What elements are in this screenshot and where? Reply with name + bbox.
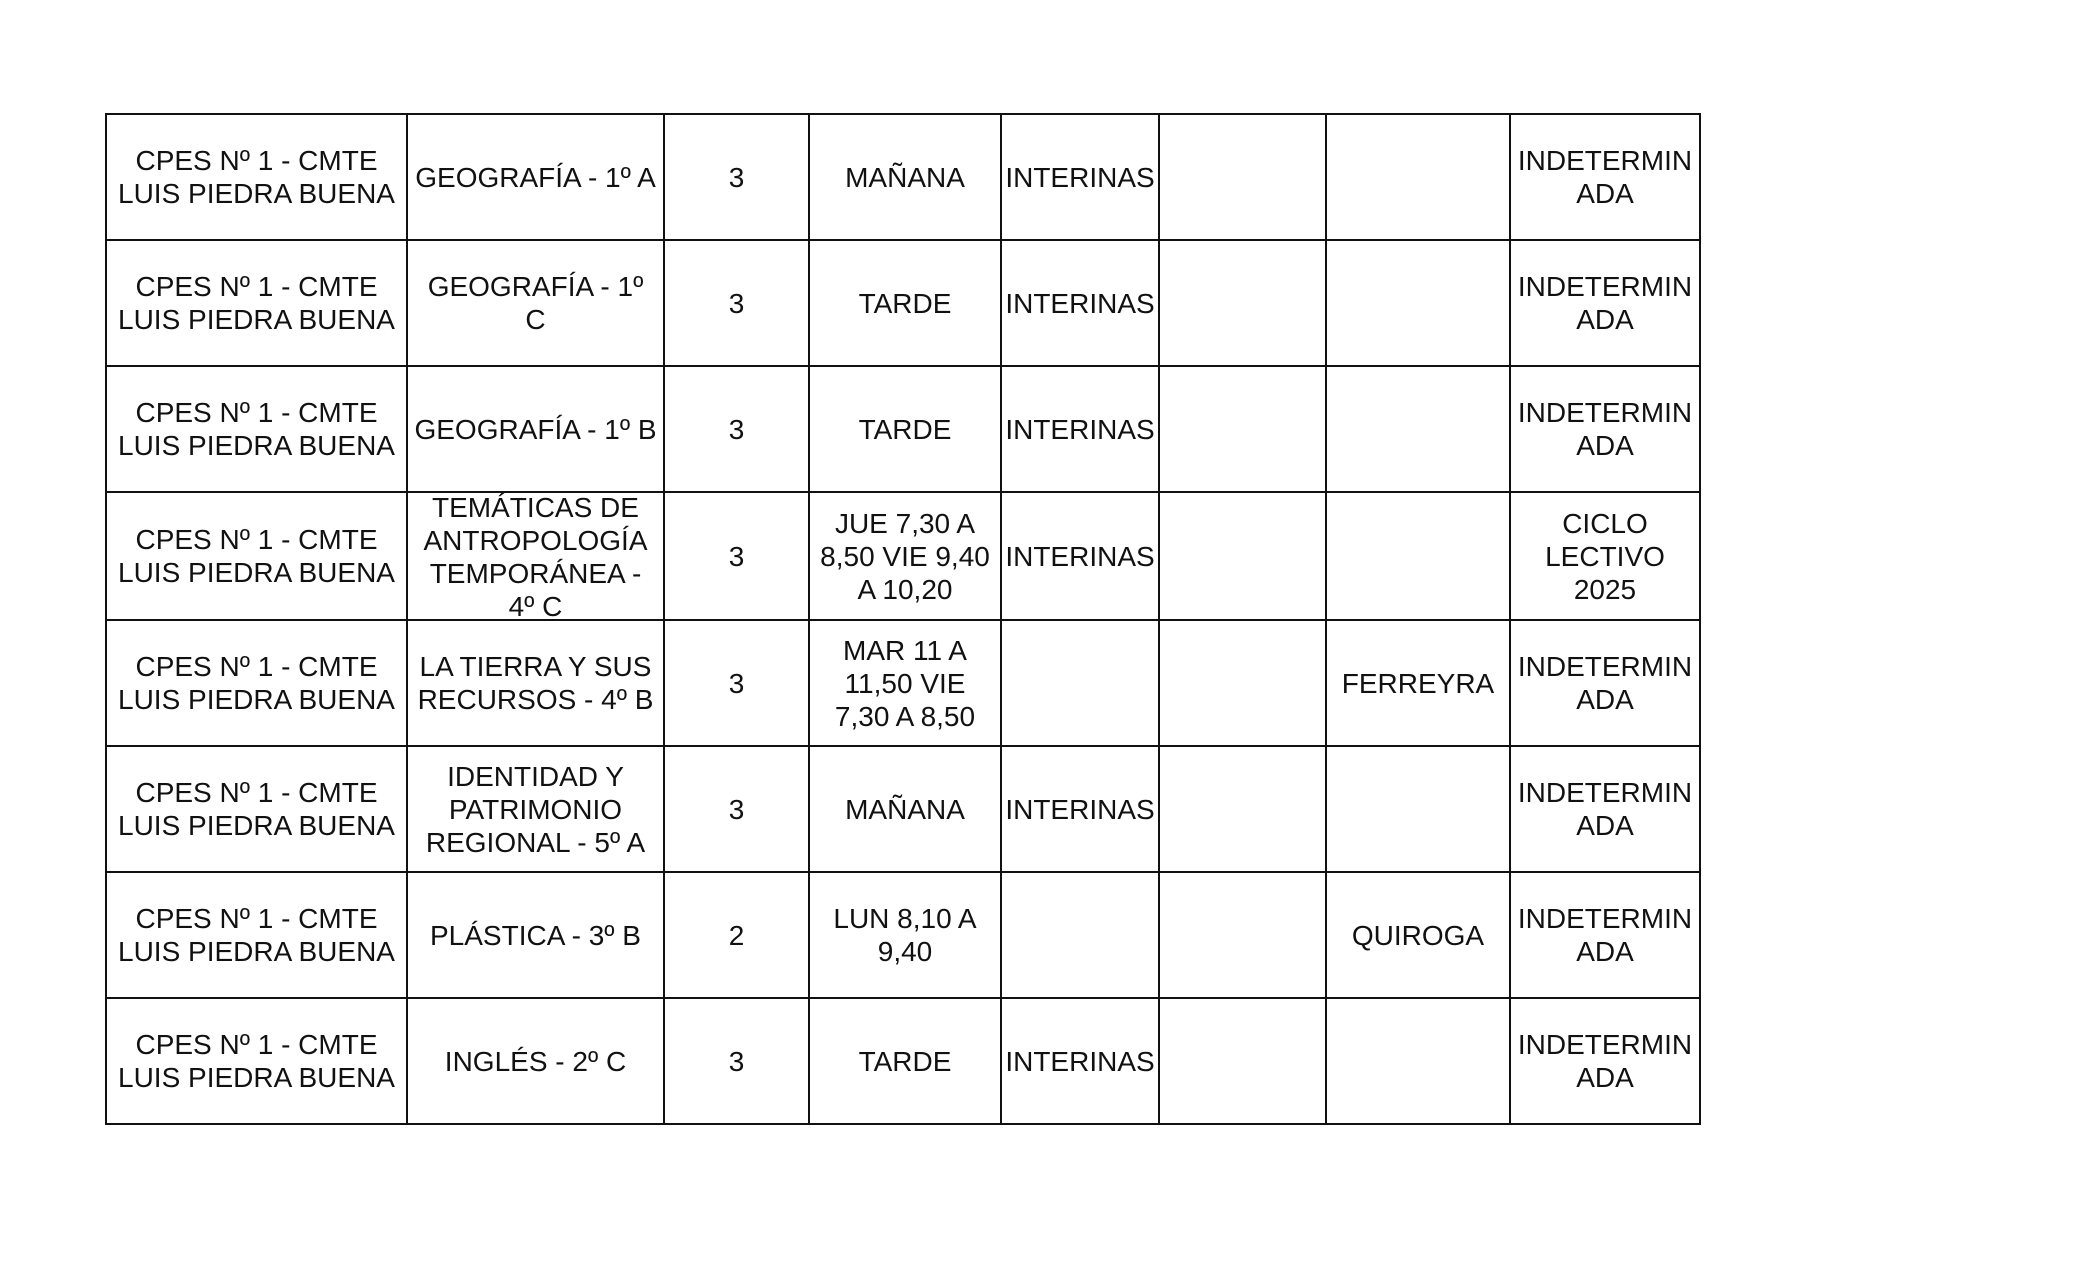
subject-text: TEMÁTICAS DE ANTROPOLOGÍA TEMPORÁNEA - 4º C [423, 492, 648, 617]
table-row [106, 746, 1700, 872]
teacher-cell [1326, 998, 1510, 1124]
schedule-cell: MAÑANA [809, 746, 1001, 872]
schedule-cell: MAÑANA [809, 114, 1001, 240]
empty-cell [1159, 872, 1326, 998]
table-row [106, 872, 1700, 998]
subject-cell [407, 492, 664, 620]
school-cell: CPES Nº 1 - CMTE LUIS PIEDRA BUENA [106, 746, 407, 872]
type-cell: INTERINAS [1001, 746, 1159, 872]
type-cell: INTERINAS [1001, 114, 1159, 240]
teacher-cell [1326, 366, 1510, 492]
schedule-cell: TARDE [809, 366, 1001, 492]
teacher-cell [1326, 492, 1510, 620]
duration-cell: INDETERMIN ADA [1510, 746, 1700, 872]
type-cell [1001, 872, 1159, 998]
subject-cell: GEOGRAFÍA - 1º B [407, 366, 664, 492]
hours-cell: 3 [664, 998, 809, 1124]
school-cell: CPES Nº 1 - CMTE LUIS PIEDRA BUENA [106, 492, 407, 620]
duration-cell: INDETERMIN ADA [1510, 366, 1700, 492]
subject-cell: INGLÉS - 2º C [407, 998, 664, 1124]
school-cell: CPES Nº 1 - CMTE LUIS PIEDRA BUENA [106, 872, 407, 998]
school-cell: CPES Nº 1 - CMTE LUIS PIEDRA BUENA [106, 998, 407, 1124]
subject-cell: IDENTIDAD Y PATRIMONIO REGIONAL - 5º A [407, 746, 664, 872]
duration-cell: INDETERMIN ADA [1510, 872, 1700, 998]
schedule-cell: TARDE [809, 240, 1001, 366]
hours-cell: 3 [664, 620, 809, 746]
type-cell: INTERINAS [1001, 492, 1159, 620]
type-cell: INTERINAS [1001, 240, 1159, 366]
hours-cell: 3 [664, 366, 809, 492]
empty-cell [1159, 240, 1326, 366]
table-row [106, 492, 1700, 620]
hours-cell: 3 [664, 492, 809, 620]
teacher-cell: FERREYRA [1326, 620, 1510, 746]
table-row [106, 366, 1700, 492]
type-cell [1001, 620, 1159, 746]
subject-cell: GEOGRAFÍA - 1º A [407, 114, 664, 240]
empty-cell [1159, 492, 1326, 620]
hours-cell: 3 [664, 746, 809, 872]
schedule-cell: LUN 8,10 A 9,40 [809, 872, 1001, 998]
vacancies-table [105, 113, 1701, 1125]
empty-cell [1159, 366, 1326, 492]
subject-cell: GEOGRAFÍA - 1º C [407, 240, 664, 366]
empty-cell [1159, 998, 1326, 1124]
empty-cell [1159, 114, 1326, 240]
subject-cell: LA TIERRA Y SUS RECURSOS - 4º B [407, 620, 664, 746]
teacher-cell [1326, 114, 1510, 240]
teacher-cell [1326, 746, 1510, 872]
type-cell: INTERINAS [1001, 998, 1159, 1124]
duration-cell: INDETERMIN ADA [1510, 240, 1700, 366]
schedule-cell: MAR 11 A 11,50 VIE 7,30 A 8,50 [809, 620, 1001, 746]
teacher-cell [1326, 240, 1510, 366]
teacher-cell: QUIROGA [1326, 872, 1510, 998]
table-row [106, 998, 1700, 1124]
duration-cell: INDETERMIN ADA [1510, 114, 1700, 240]
table-row [106, 620, 1700, 746]
table-row [106, 114, 1700, 240]
hours-cell: 3 [664, 114, 809, 240]
duration-cell: INDETERMIN ADA [1510, 998, 1700, 1124]
duration-cell: INDETERMIN ADA [1510, 620, 1700, 746]
hours-cell: 3 [664, 240, 809, 366]
type-cell: INTERINAS [1001, 366, 1159, 492]
duration-cell: CICLO LECTIVO 2025 [1510, 492, 1700, 620]
empty-cell [1159, 620, 1326, 746]
school-cell: CPES Nº 1 - CMTE LUIS PIEDRA BUENA [106, 240, 407, 366]
table-row [106, 240, 1700, 366]
school-cell: CPES Nº 1 - CMTE LUIS PIEDRA BUENA [106, 366, 407, 492]
hours-cell: 2 [664, 872, 809, 998]
schedule-cell: JUE 7,30 A 8,50 VIE 9,40 A 10,20 [809, 492, 1001, 620]
school-cell: CPES Nº 1 - CMTE LUIS PIEDRA BUENA [106, 114, 407, 240]
schedule-cell: TARDE [809, 998, 1001, 1124]
school-cell: CPES Nº 1 - CMTE LUIS PIEDRA BUENA [106, 620, 407, 746]
subject-cell: PLÁSTICA - 3º B [407, 872, 664, 998]
empty-cell [1159, 746, 1326, 872]
